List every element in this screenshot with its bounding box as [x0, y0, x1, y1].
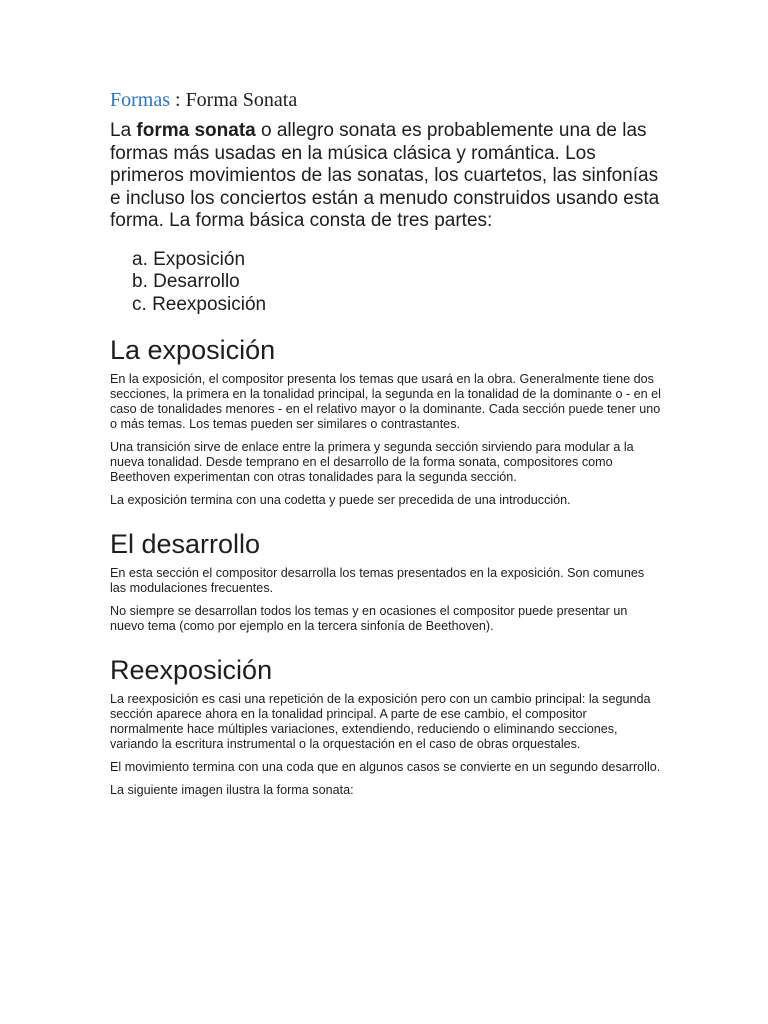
- list-marker: a.: [132, 248, 148, 270]
- title-separator: :: [170, 89, 186, 111]
- intro-prefix: La: [110, 120, 137, 141]
- title-text: Forma Sonata: [185, 89, 298, 111]
- heading-reexposicion: Reexposición: [110, 655, 273, 685]
- list-item: [132, 294, 662, 317]
- paragraph: En esta sección el compositor desarrolla los temas presentados en la exposición. Son comunes las modulaciones frecuentes.: [110, 566, 645, 595]
- paragraph: El movimiento termina con una coda que en algunos casos se convierte en un segundo desarrollo.: [110, 760, 661, 774]
- heading-desarrollo: El desarrollo: [110, 529, 261, 559]
- formas-link[interactable]: Formas: [110, 89, 170, 111]
- paragraph: La reexposición es casi una repetición de la exposición pero con un cambio principal: la segunda sección aparece ahora en la tonalidad principal. A parte de ese cambio, el compositor normalmente hace múltiples variaciones, extendiendo, reduciendo o eliminando secciones, variando la escritura instrumental o la orquestación en el caso de obras orquestales.: [110, 692, 651, 751]
- list-marker: b.: [132, 271, 148, 292]
- paragraph: No siempre se desarrollan todos los temas y en ocasiones el compositor puede presentar un nuevo tema (como por ejemplo en la tercera sinfonía de Beethoven).: [110, 604, 628, 633]
- paragraph: En la exposición, el compositor presenta los temas que usará en la obra. Generalmente tiene dos secciones, la primera en la tonalidad principal, la segunda en la tonalidad de la dominante o - en el caso de tonalidades menores - en el relativo mayor o la dominante. Cada sección puede tener uno o más temas. Los temas pueden ser similares o contrastantes.: [110, 372, 661, 431]
- page-title: [110, 86, 662, 114]
- list-label: Desarrollo: [153, 271, 240, 292]
- list-item: [132, 271, 662, 294]
- list-label: Exposición: [153, 248, 246, 270]
- list-item: [132, 249, 662, 272]
- intro-bold-term: forma sonata: [136, 120, 256, 141]
- document-page: [110, 86, 662, 806]
- paragraph: Una transición sirve de enlace entre la primera y segunda sección sirviendo para modular a la nueva tonalidad. Desde temprano en el desarrollo de la forma sonata, compositores como Beethoven experimentan con otras tonalidades para la segunda sección.: [110, 440, 634, 484]
- paragraph: La siguiente imagen ilustra la forma sonata:: [110, 783, 354, 797]
- paragraph: La exposición termina con una codetta y puede ser precedida de una introducción.: [110, 493, 571, 507]
- parts-list: [110, 249, 662, 317]
- list-marker: c.: [132, 293, 147, 315]
- intro-rest: o allegro sonata es probablemente una de las formas más usadas en la música clásica y romántica. Los primeros movimientos de las sonatas, los cuartetos, las sinfonías e incluso los conciertos están a menudo construidos usando esta forma. La forma básica consta de tres partes:: [110, 120, 660, 231]
- list-label: Reexposición: [152, 293, 267, 315]
- heading-exposicion: La exposición: [110, 335, 276, 365]
- intro-paragraph: [110, 120, 662, 233]
